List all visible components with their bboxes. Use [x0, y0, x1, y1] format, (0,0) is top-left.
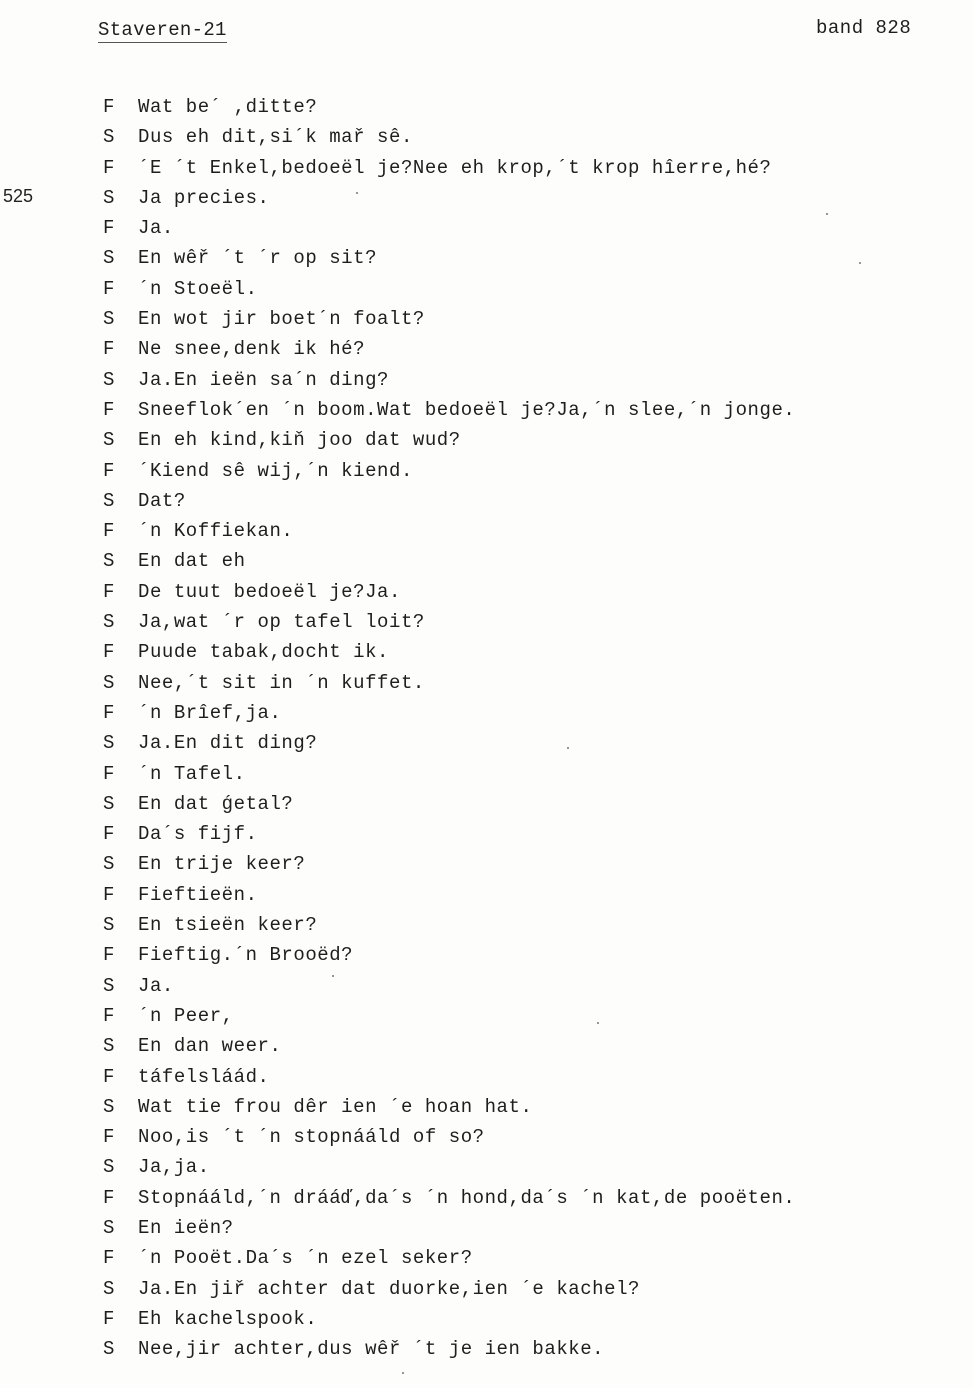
dialogue-line	[0, 1092, 973, 1122]
speaker-label: F	[103, 701, 115, 724]
scan-speck	[332, 975, 334, 977]
scan-speck	[567, 747, 569, 749]
speaker-label: F	[103, 1004, 115, 1027]
utterance-text: En dat eh	[138, 550, 246, 573]
dialogue-line	[0, 546, 973, 576]
utterance-text: Nee,jir achter,dus wêř ´t je ien bakke.	[138, 1338, 605, 1361]
utterance-text: Wat tie frou dêr ien ´e hoan hat.	[138, 1095, 533, 1118]
speaker-label: F	[103, 217, 115, 240]
speaker-label: S	[103, 1216, 115, 1239]
dialogue-line	[0, 1001, 973, 1031]
utterance-text: Stopnááld,´n drááď,da´s ´n hond,da´s ´n kat,de pooëten.	[138, 1186, 796, 1209]
utterance-text: En dat ǵetal?	[138, 792, 294, 815]
utterance-text: En eh kind,kiň joo dat wud?	[138, 429, 461, 452]
dialogue-line	[0, 698, 973, 728]
utterance-text: Fieftig.´n Brooëd?	[138, 944, 354, 967]
utterance-text: En ieën?	[138, 1216, 234, 1239]
dialogue-line	[0, 910, 973, 940]
speaker-label: S	[103, 126, 115, 149]
dialogue-line	[0, 122, 973, 152]
utterance-text: Eh kachelspook.	[138, 1307, 318, 1330]
speaker-label: S	[103, 732, 115, 755]
utterance-text: En wêř ´t ´r op sit?	[138, 247, 378, 270]
utterance-text: Ja.En ieën sa´n ding?	[138, 368, 389, 391]
utterance-text: Ja precies.	[138, 186, 270, 209]
dialogue-line	[0, 1334, 973, 1364]
scan-speck	[402, 1372, 404, 1374]
dialogue-line	[0, 577, 973, 607]
dialogue-line	[0, 243, 973, 273]
utterance-text: Ne snee,denk ik hé?	[138, 338, 366, 361]
dialogue-line	[0, 789, 973, 819]
speaker-label: F	[103, 641, 115, 664]
speaker-label: S	[103, 1338, 115, 1361]
speaker-label: F	[103, 762, 115, 785]
band-number: band 828	[816, 17, 912, 39]
dialogue-line	[0, 395, 973, 425]
dialogue-line	[0, 1031, 973, 1061]
dialogue-line	[0, 1243, 973, 1273]
utterance-text: En dan weer.	[138, 1035, 282, 1058]
utterance-text: Ja.En dit ding?	[138, 732, 318, 755]
dialogue-lines	[0, 92, 973, 1364]
speaker-label: S	[103, 1156, 115, 1179]
dialogue-line	[0, 456, 973, 486]
dialogue-line	[0, 1152, 973, 1182]
speaker-label: F	[103, 520, 115, 543]
dialogue-line	[0, 92, 973, 122]
speaker-label: S	[103, 792, 115, 815]
dialogue-line	[0, 153, 973, 183]
utterance-text: Wat be´ ,ditte?	[138, 96, 318, 118]
utterance-text: Dus eh dit,si´k mař sê.	[138, 126, 413, 149]
utterance-text: Da´s fijf.	[138, 823, 258, 846]
speaker-label: S	[103, 671, 115, 694]
dialogue-line	[0, 1062, 973, 1092]
utterance-text: Ja.	[138, 974, 174, 997]
utterance-text: ´n Tafel.	[138, 762, 246, 785]
speaker-label: S	[103, 853, 115, 876]
dialogue-line	[0, 334, 973, 364]
dialogue-line	[0, 425, 973, 455]
scan-speck	[859, 262, 861, 264]
dialogue-line	[0, 274, 973, 304]
utterance-text: Fieftieën.	[138, 883, 258, 906]
speaker-label: F	[103, 1247, 115, 1270]
utterance-text: ´n Pooët.Da´s ´n ezel seker?	[138, 1247, 473, 1270]
utterance-text: Puude tabak,docht ik.	[138, 641, 389, 664]
speaker-label: F	[103, 156, 115, 179]
dialogue-line	[0, 516, 973, 546]
dialogue-line	[0, 759, 973, 789]
utterance-text: Ja,ja.	[138, 1156, 210, 1179]
dialogue-line	[0, 1183, 973, 1213]
utterance-text: En trije keer?	[138, 853, 306, 876]
utterance-text: ´n Stoeël.	[138, 277, 258, 300]
speaker-label: F	[103, 1065, 115, 1088]
dialogue-line	[0, 365, 973, 395]
dialogue-line	[0, 637, 973, 667]
speaker-label: S	[103, 429, 115, 452]
utterance-text: En tsieën keer?	[138, 914, 318, 937]
speaker-label: S	[103, 611, 115, 634]
utterance-text: Ja.En jiř achter dat duorke,ien ´e kachel?	[138, 1277, 640, 1300]
dialogue-line	[0, 1213, 973, 1243]
speaker-label: S	[103, 1035, 115, 1058]
utterance-text: ´E ´t Enkel,bedoeël je?Nee eh krop,´t krop hîerre,hé?	[138, 156, 772, 179]
utterance-text: Ja.	[138, 217, 174, 240]
dialogue-line	[0, 213, 973, 243]
utterance-text: Nee,´t sit in ´n kuffet.	[138, 671, 425, 694]
dialogue-line	[0, 728, 973, 758]
speaker-label: S	[103, 1277, 115, 1300]
margin-line-number: 525	[3, 186, 34, 206]
dialogue-line	[0, 819, 973, 849]
speaker-label: F	[103, 398, 115, 421]
speaker-label: F	[103, 1307, 115, 1330]
speaker-label: S	[103, 489, 115, 512]
scan-speck	[356, 192, 358, 194]
utterance-text: ´n Peer,	[138, 1004, 234, 1027]
dialogue-line	[0, 668, 973, 698]
utterance-text: Ja,wat ´r op tafel loit?	[138, 611, 425, 634]
speaker-label: F	[103, 580, 115, 603]
speaker-label: F	[103, 944, 115, 967]
dialogue-line	[0, 486, 973, 516]
speaker-label: F	[103, 96, 115, 118]
utterance-text: Sneeflok´en ´n boom.Wat bedoeël je?Ja,´n slee,´n jonge.	[138, 398, 796, 421]
utterance-text: En wot jir boet´n foalt?	[138, 308, 425, 331]
dialogue-line	[0, 940, 973, 970]
speaker-label: F	[103, 277, 115, 300]
speaker-label: S	[103, 914, 115, 937]
dialogue-line	[0, 1304, 973, 1334]
scan-speck	[597, 1022, 599, 1024]
document-title: Staveren-21	[98, 19, 227, 41]
dialogue-line	[0, 1274, 973, 1304]
speaker-label: S	[103, 368, 115, 391]
dialogue-line	[0, 1122, 973, 1152]
dialogue-line	[0, 849, 973, 879]
dialogue-line	[0, 304, 973, 334]
utterance-text: Noo,is ´t ´n stopnááld of so?	[138, 1126, 485, 1149]
speaker-label: S	[103, 550, 115, 573]
utterance-text: táfelsláád.	[138, 1065, 270, 1088]
speaker-label: F	[103, 883, 115, 906]
speaker-label: S	[103, 308, 115, 331]
utterance-text: Dat?	[138, 489, 186, 512]
speaker-label: F	[103, 338, 115, 361]
speaker-label: F	[103, 1126, 115, 1149]
utterance-text: De tuut bedoeël je?Ja.	[138, 580, 401, 603]
utterance-text: ´Kiend sê wij,´n kiend.	[138, 459, 413, 482]
speaker-label: S	[103, 974, 115, 997]
speaker-label: F	[103, 823, 115, 846]
dialogue-line	[0, 880, 973, 910]
dialogue-line	[0, 607, 973, 637]
speaker-label: F	[103, 1186, 115, 1209]
dialogue-line	[0, 183, 973, 213]
utterance-text: ´n Koffiekan.	[138, 520, 294, 543]
scan-speck	[826, 213, 828, 215]
utterance-text: ´n Brîef,ja.	[138, 701, 282, 724]
speaker-label: S	[103, 247, 115, 270]
dialogue-line	[0, 971, 973, 1001]
speaker-label: S	[103, 186, 115, 209]
speaker-label: F	[103, 459, 115, 482]
speaker-label: S	[103, 1095, 115, 1118]
